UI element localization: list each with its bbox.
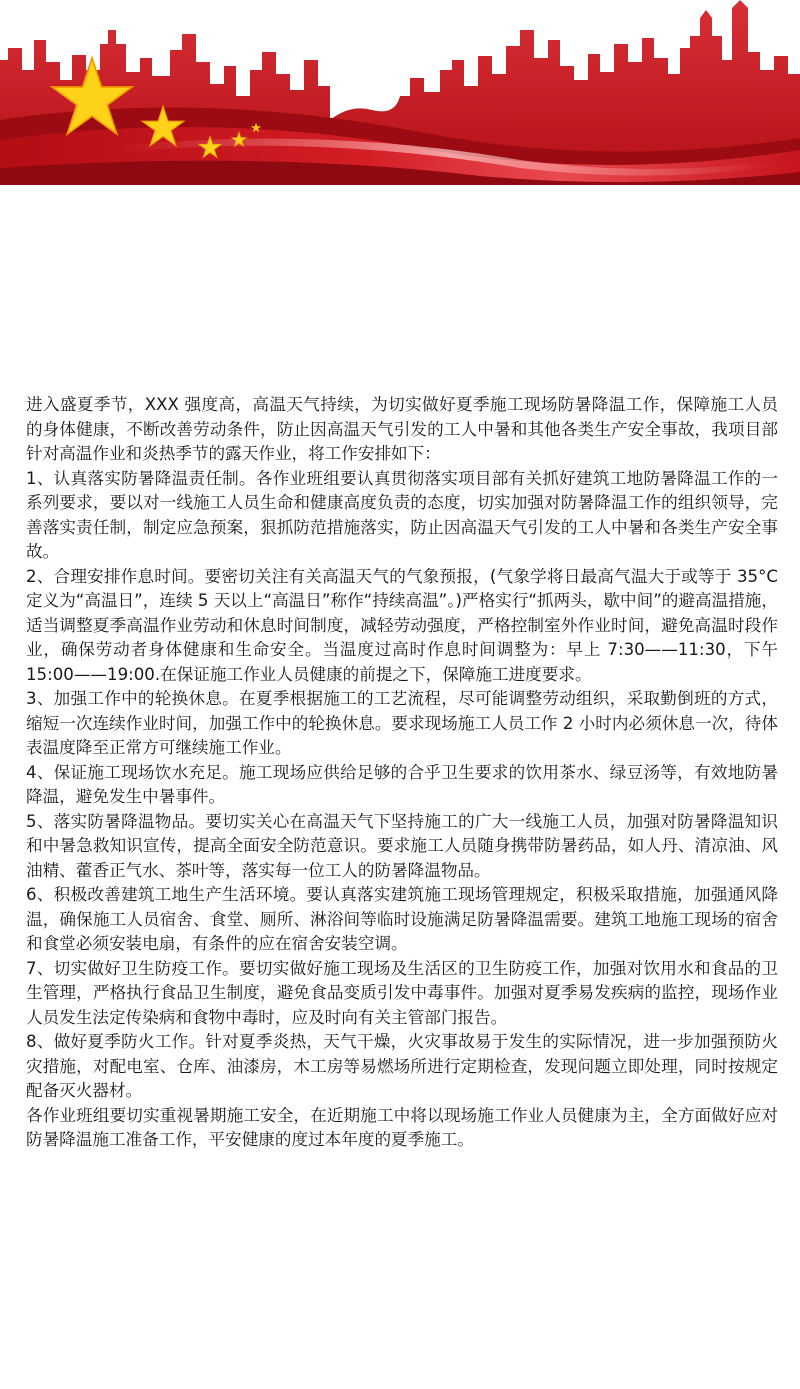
header-banner — [0, 0, 800, 185]
closing-paragraph: 各作业班组要切实重视暑期施工安全，在近期施工中将以现场施工作业人员健康为主，全方面做好应对防暑降温施工准备工作，平安健康的度过本年度的夏季施工。 — [26, 1105, 778, 1149]
item-5-paragraph: 5、落实防暑降温物品。要切实关心在高温天气下坚持施工的广大一线施工人员，加强对防暑降温知识和中暑急救知识宣传，提高全面安全防范意识。要求施工人员随身携带防暑药品，如人丹、清凉油、风油精、藿香正气水、茶叶等，落实每一位工人的防暑降温物品。 — [26, 811, 778, 880]
item-2-paragraph: 2、合理安排作息时间。要密切关注有关高温天气的气象预报，(气象学将日最高气温大于或等于 35°C 定义为“高温日”，连续 5 天以上“高温日”称作“持续高温”。)严格实行“抓两头，歇中间”的避高温措施，适当调整夏季高温作业劳动和休息时间制度，减轻劳动强度，严格控制室外作业时间，避免高温时段作业，确保劳动者身体健康和生命安全。当温度过高时作息时间调整为：早上 7:30——11:30，下午 15:00——19:00.在保证施工作业人员健康的前提之下，保障施工进度要求。 — [26, 566, 778, 684]
document-body — [26, 393, 778, 1153]
city-skyline-silhouette — [0, 0, 800, 185]
item-4-paragraph: 4、保证施工现场饮水充足。施工现场应供给足够的合乎卫生要求的饮用茶水、绿豆汤等，有效地防暑降温，避免发生中暑事件。 — [26, 762, 778, 806]
item-7-paragraph: 7、切实做好卫生防疫工作。要切实做好施工现场及生活区的卫生防疫工作，加强对饮用水和食品的卫生管理，严格执行食品卫生制度，避免食品变质引发中毒事件。加强对夏季易发疾病的监控，现场作业人员发生法定传染病和食物中毒时，应及时向有关主管部门报告。 — [26, 958, 778, 1027]
item-8-paragraph: 8、做好夏季防火工作。针对夏季炎热，天气干燥，火灾事故易于发生的实际情况，进一步加强预防火灾措施，对配电室、仓库、油漆房，木工房等易燃场所进行定期检查，发现问题立即处理，同时按规定配备灭火器材。 — [26, 1032, 778, 1100]
item-3-paragraph: 3、加强工作中的轮换休息。在夏季根据施工的工艺流程，尽可能调整劳动组织，采取勤倒班的方式，缩短一次连续作业时间，加强工作中的轮换休息。要求现场施工人员工作 2 小时内必须休息一次，待体表温度降至正常方可继续施工作业。 — [26, 689, 778, 757]
item-6-paragraph: 6、积极改善建筑工地生产生活环境。要认真落实建筑施工现场管理规定，积极采取措施，加强通风降温，确保施工人员宿舍、食堂、厕所、淋浴间等临时设施满足防暑降温需要。建筑工地施工现场的宿舍和食堂必须安装电扇，有条件的应在宿舍安装空调。 — [26, 885, 778, 953]
intro-paragraph: 进入盛夏季节，XXX 强度高，高温天气持续，为切实做好夏季施工现场防暑降温工作，保障施工人员的身体健康，不断改善劳动条件，防止因高温天气引发的工人中暑和其他各类生产安全事故，我项目部针对高温作业和炎热季节的露天作业，将工作安排如下： — [26, 395, 778, 463]
item-1-paragraph: 1、认真落实防暑降温责任制。各作业班组要认真贯彻落实项目部有关抓好建筑工地防暑降温工作的一系列要求，要以对一线施工人员生命和健康高度负责的态度，切实加强对防暑降温工作的组织领导，完善落实责任制，制定应急预案，狠抓防范措施落实，防止因高温天气引发的工人中暑和各类生产安全事故。 — [26, 468, 778, 561]
